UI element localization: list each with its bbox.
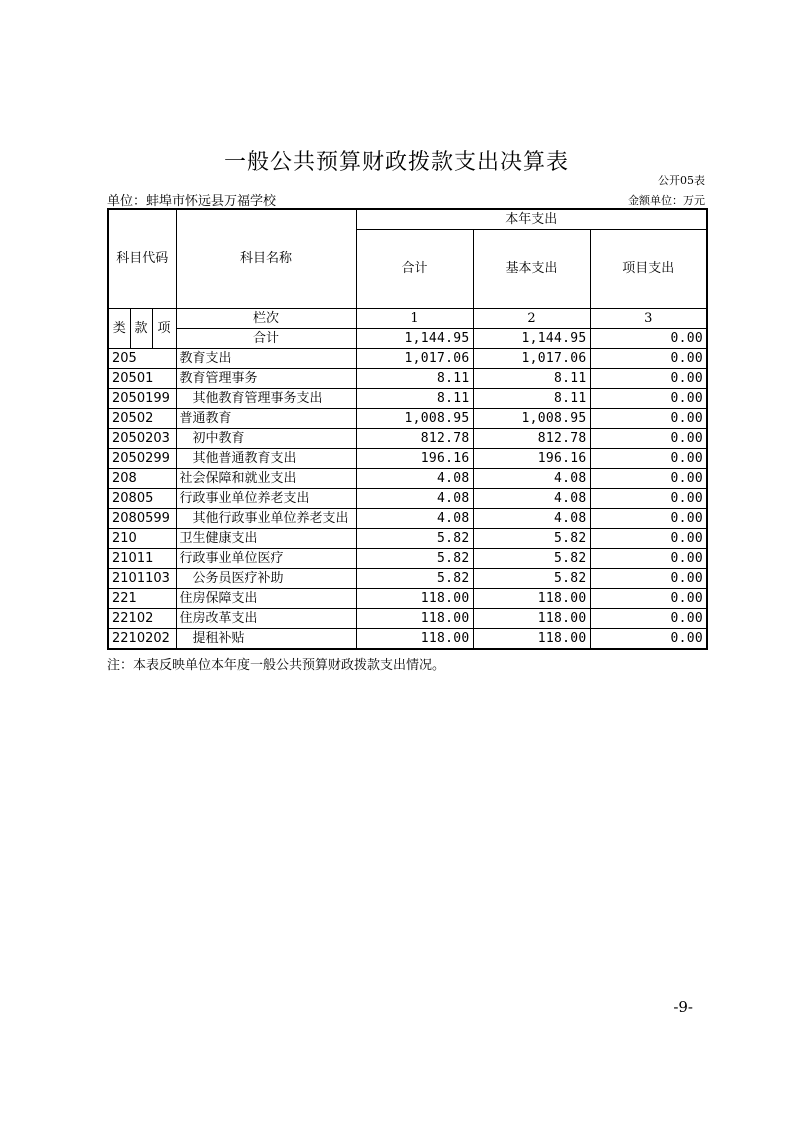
row-basic: 8.11: [473, 389, 590, 409]
row-name: 教育支出: [176, 349, 356, 369]
row-basic: 118.00: [473, 589, 590, 609]
row-name: 其他教育管理事务支出: [176, 389, 356, 409]
table-row: [108, 469, 707, 489]
row-code: 2050199: [108, 389, 176, 409]
row-total: 8.11: [356, 389, 473, 409]
total-header: 合计: [356, 230, 473, 309]
unit-label: 单位：蚌埠市怀远县万福学校: [107, 194, 277, 209]
footnote: 注：本表反映单位本年度一般公共预算财政拨款支出情况。: [107, 658, 446, 673]
row-code: 2050299: [108, 449, 176, 469]
row-name: 行政事业单位医疗: [176, 549, 356, 569]
row-code: 205: [108, 349, 176, 369]
table-row: [108, 529, 707, 549]
row-basic: 5.82: [473, 529, 590, 549]
row-name: 住房保障支出: [176, 589, 356, 609]
code-header: 科目代码: [108, 209, 176, 309]
row-code: 20502: [108, 409, 176, 429]
row-total: 812.78: [356, 429, 473, 449]
xiang-header: 项: [152, 309, 176, 349]
table-row: [108, 629, 707, 650]
row-project: 0.00: [590, 469, 707, 489]
row-name: 其他普通教育支出: [176, 449, 356, 469]
year-expense-header: 本年支出: [356, 209, 707, 230]
table-row: [108, 429, 707, 449]
table-row: [108, 589, 707, 609]
row-code: 221: [108, 589, 176, 609]
row-basic: 5.82: [473, 549, 590, 569]
kuan-header: 款: [130, 309, 152, 349]
table-row: [108, 489, 707, 509]
page-number: -9-: [673, 998, 693, 1016]
table-row: [108, 549, 707, 569]
row-name: 教育管理事务: [176, 369, 356, 389]
row-code: 208: [108, 469, 176, 489]
project-header: 项目支出: [590, 230, 707, 309]
row-total: 196.16: [356, 449, 473, 469]
row-project: 0.00: [590, 409, 707, 429]
row-total: 4.08: [356, 489, 473, 509]
row-basic: 196.16: [473, 449, 590, 469]
row-basic: 5.82: [473, 569, 590, 589]
row-project: 0.00: [590, 369, 707, 389]
table-row: [108, 389, 707, 409]
row-total: 5.82: [356, 529, 473, 549]
row-project: 0.00: [590, 489, 707, 509]
row-total: 8.11: [356, 369, 473, 389]
row-name: 行政事业单位养老支出: [176, 489, 356, 509]
row-code: 210: [108, 529, 176, 549]
row-basic: 8.11: [473, 369, 590, 389]
table-row: [108, 369, 707, 389]
row-code: 21011: [108, 549, 176, 569]
row-project: 0.00: [590, 349, 707, 369]
row-total: 118.00: [356, 609, 473, 629]
table-row: [108, 509, 707, 529]
row-project: 0.00: [590, 429, 707, 449]
form-number: 公开05表: [658, 174, 705, 187]
lanci-label: 栏次: [176, 309, 356, 329]
table-row: [108, 449, 707, 469]
row-project: 0.00: [590, 509, 707, 529]
col-index-2: 2: [473, 309, 590, 329]
row-total: 4.08: [356, 509, 473, 529]
row-project: 0.00: [590, 609, 707, 629]
row-basic: 118.00: [473, 609, 590, 629]
row-code: 2050203: [108, 429, 176, 449]
expense-table: [107, 208, 708, 650]
table-row: [108, 609, 707, 629]
row-basic: 4.08: [473, 469, 590, 489]
row-name: 普通教育: [176, 409, 356, 429]
row-code: 20501: [108, 369, 176, 389]
row-project: 0.00: [590, 549, 707, 569]
table-row: [108, 409, 707, 429]
col-index-1: 1: [356, 309, 473, 329]
row-name: 公务员医疗补助: [176, 569, 356, 589]
row-basic: 812.78: [473, 429, 590, 449]
row-total: 1,008.95: [356, 409, 473, 429]
row-basic: 4.08: [473, 509, 590, 529]
sum-total: 1,144.95: [356, 329, 473, 349]
row-name: 初中教育: [176, 429, 356, 449]
row-project: 0.00: [590, 629, 707, 650]
row-code: 2210202: [108, 629, 176, 650]
basic-header: 基本支出: [473, 230, 590, 309]
row-code: 2101103: [108, 569, 176, 589]
row-total: 1,017.06: [356, 349, 473, 369]
row-name: 卫生健康支出: [176, 529, 356, 549]
row-project: 0.00: [590, 529, 707, 549]
row-basic: 4.08: [473, 489, 590, 509]
money-unit-label: 金额单位：万元: [628, 194, 705, 207]
row-code: 22102: [108, 609, 176, 629]
table-row: [108, 569, 707, 589]
row-code: 2080599: [108, 509, 176, 529]
row-name: 住房改革支出: [176, 609, 356, 629]
row-name: 社会保障和就业支出: [176, 469, 356, 489]
row-code: 20805: [108, 489, 176, 509]
row-project: 0.00: [590, 569, 707, 589]
row-name: 其他行政事业单位养老支出: [176, 509, 356, 529]
row-total: 118.00: [356, 629, 473, 650]
sum-basic: 1,144.95: [473, 329, 590, 349]
table-row: [108, 349, 707, 369]
row-name: 提租补贴: [176, 629, 356, 650]
sum-project: 0.00: [590, 329, 707, 349]
row-total: 4.08: [356, 469, 473, 489]
name-header: 科目名称: [176, 209, 356, 309]
row-total: 5.82: [356, 569, 473, 589]
row-total: 5.82: [356, 549, 473, 569]
sum-label: 合计: [176, 329, 356, 349]
row-basic: 1,017.06: [473, 349, 590, 369]
row-project: 0.00: [590, 449, 707, 469]
row-project: 0.00: [590, 389, 707, 409]
lei-header: 类: [108, 309, 130, 349]
row-project: 0.00: [590, 589, 707, 609]
row-basic: 1,008.95: [473, 409, 590, 429]
col-index-3: 3: [590, 309, 707, 329]
row-basic: 118.00: [473, 629, 590, 650]
page-title: 一般公共预算财政拨款支出决算表: [223, 150, 569, 175]
row-total: 118.00: [356, 589, 473, 609]
